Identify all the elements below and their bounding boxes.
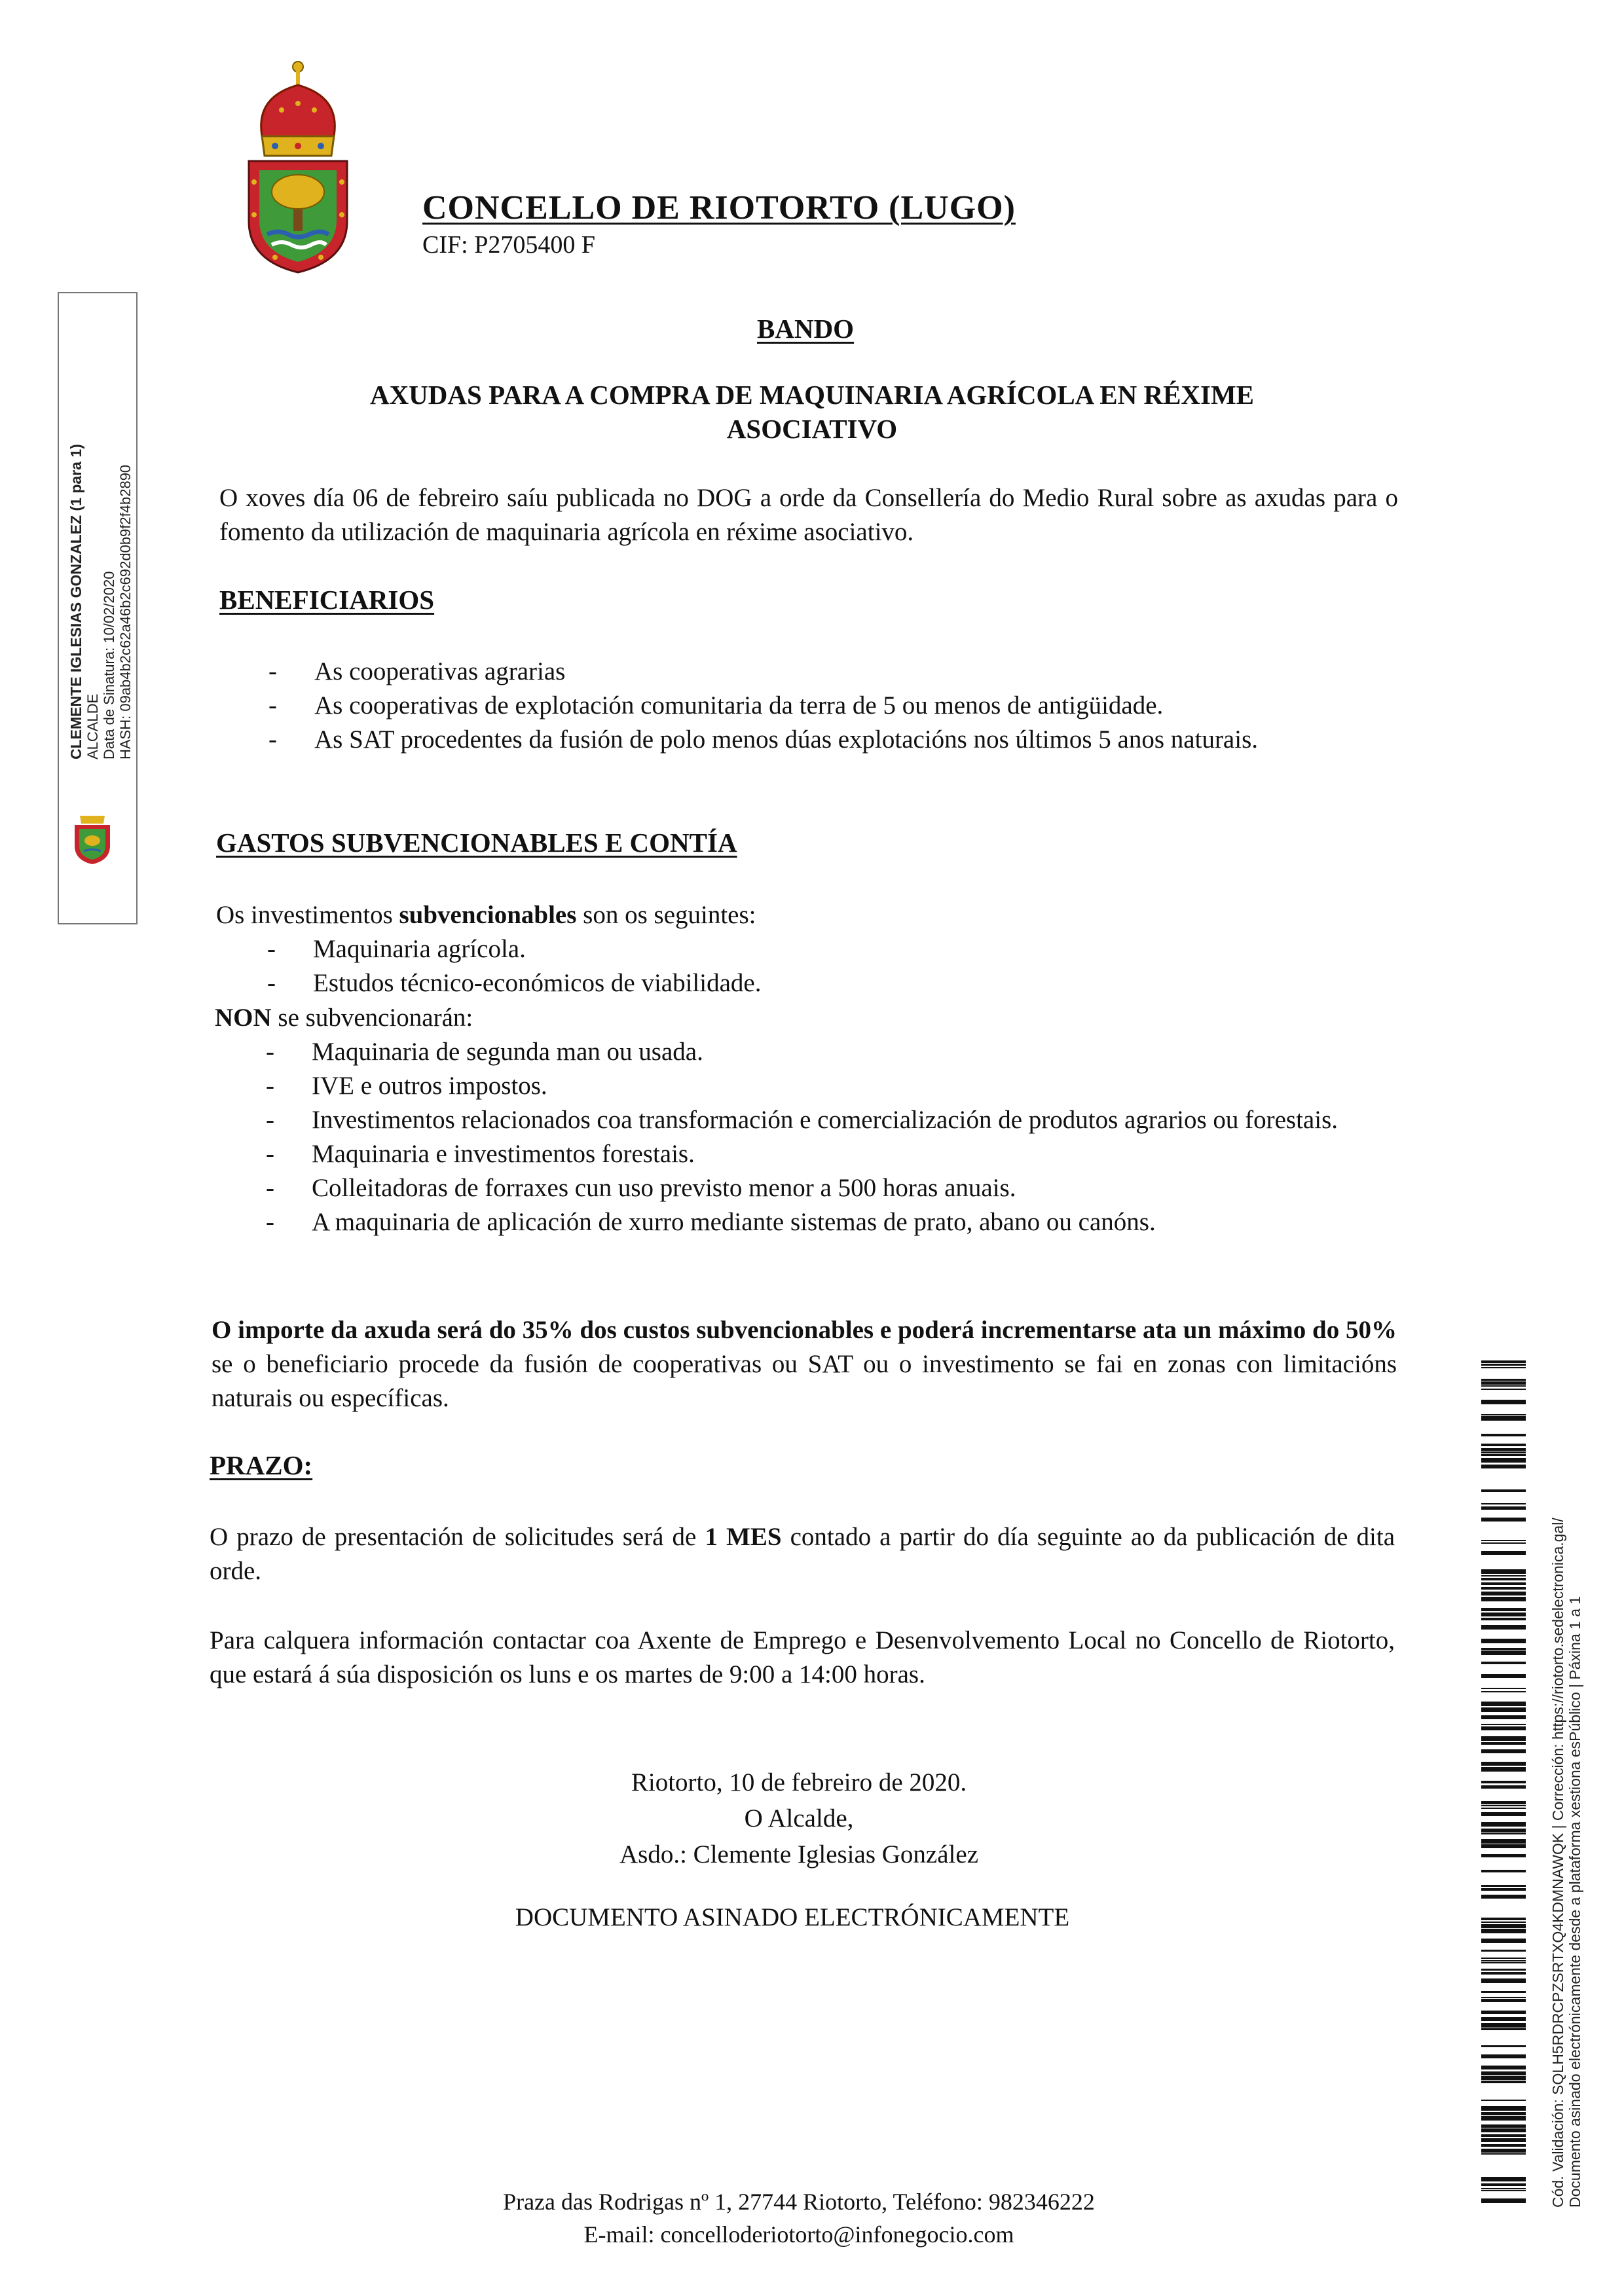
barcode-bar [1481,1414,1526,1415]
subtitle-line-2: ASOCIATIVO [726,414,898,444]
barcode-bar [1481,1870,1526,1872]
list-item: - As cooperativas agrarias [268,657,566,685]
barcode-bar [1481,1448,1526,1451]
barcode-bar [1481,1444,1526,1446]
barcode-bar [1481,1805,1526,1806]
barcode-bar [1481,2183,1526,2186]
barcode-bar [1481,1749,1526,1753]
list-item: - Colleitadoras de forraxes cun uso previsto menor a 500 horas anuais. [266,1174,1016,1202]
subtitle-line-1: AXUDAS PARA A COMPRA DE MAQUINARIA AGRÍCOLA EN RÉXIME [369,380,1255,410]
barcode-bar [1481,1518,1526,1522]
barcode-bar [1481,1829,1526,1832]
barcode-bar [1481,1465,1526,1468]
barcode-bar [1481,1715,1526,1719]
barcode-bar [1481,1781,1526,1783]
signer-role: ALCALDE [84,693,101,759]
barcode-bar [1481,1625,1526,1630]
coat-of-arms-logo [236,58,360,274]
barcode-bar [1481,2188,1526,2189]
barcode-bar [1481,1587,1526,1590]
aid-amount-paragraph: O importe da axuda será do 35% dos custos subvencionables e poderá incrementarse ata un máximo do 50% se o beneficiario procede da fusión de cooperativas ou SAT ou o investimento se fai en zonas con limitacións naturais ou específicas. [212,1316,1397,1412]
barcode-bar [1481,1458,1526,1463]
barcode-bar [1481,1360,1526,1363]
barcode-bar [1481,2100,1526,2101]
validation-platform-line: Documento asinado electrónicamente desde a plataforma xestiona esPúblico | Páxina 1 a 1 [1566,1595,1583,2208]
barcode-bar [1481,1506,1526,1510]
barcode-bar [1481,2112,1526,2115]
signature-block [432,1764,1166,1872]
footer-address: Praza das Rodrigas nº 1, 27744 Riotorto, Teléfono: 982346222 [503,2189,1095,2215]
barcode-bar [1481,1978,1526,1983]
barcode-bar [1481,2081,1526,2083]
list-item: - As SAT procedentes da fusión de polo menos dúas explotacións nos últimos 5 anos naturais. [268,725,1259,754]
barcode-bar [1481,1691,1526,1692]
barcode-bar [1481,1962,1526,1963]
barcode-bar [1481,1434,1526,1436]
barcode-bar [1481,2023,1526,2028]
list-item: - IVE e outros impostos. [266,1072,547,1100]
barcode-bar [1481,1688,1526,1689]
barcode-bar [1481,1582,1526,1585]
signature-hash: HASH: 09ab4b2c62a46b2c692d0b9f2f4b2890 [117,464,134,759]
barcode-bar [1481,1597,1526,1601]
barcode-bar [1481,1379,1526,1381]
barcode-bar [1481,1999,1526,2002]
barcode-bar [1481,1385,1526,1387]
barcode-bar [1481,1726,1526,1730]
expenses-heading: GASTOS SUBVENCIONABLES E CONTÍA [216,828,737,858]
beneficiaries-heading: BENEFICIARIOS [219,585,435,615]
barcode-bar [1481,1922,1526,1923]
document-type-heading: BANDO [757,314,855,344]
barcode-bar [1481,1662,1526,1664]
barcode-bar [1481,2128,1526,2132]
barcode-bar [1481,2076,1526,2080]
barcode-bar [1481,1578,1526,1580]
barcode-bar [1481,1885,1526,1887]
barcode-bar [1481,1960,1526,1961]
signature-date: Data de Sinatura: 10/02/2020 [101,571,117,759]
barcode-bar [1481,1762,1526,1766]
barcode-bar [1481,1724,1526,1725]
signer-name: CLEMENTE IGLESIAS GONZALEZ (1 para 1) [67,444,84,759]
barcode-bar [1481,1736,1526,1741]
barcode-bar [1481,1400,1526,1404]
barcode-bar [1481,1991,1526,1993]
list-item: - Maquinaria e investimentos forestais. [266,1140,695,1168]
organization-title: CONCELLO DE RIOTORTO (LUGO) [422,189,1016,227]
document-subtitle [288,378,1336,446]
signer-title: O Alcalde, [744,1804,854,1832]
list-item: - Maquinaria de segunda man ou usada. [266,1038,703,1066]
signature-strip-text [68,444,134,759]
non-eligible-intro: NON se subvencionarán: [215,1004,473,1032]
non-eligible-list [266,1035,1399,1239]
barcode-bar [1481,1918,1526,1920]
eligible-investments-list [267,932,1400,1000]
barcode-bar [1481,1364,1526,1366]
barcode-bar [1481,1489,1526,1492]
validation-text [1549,1518,1583,2208]
barcode-bar [1481,1839,1526,1844]
barcode-bar [1481,1639,1526,1643]
barcode-bar [1481,1608,1526,1611]
barcode-bar [1481,1503,1526,1504]
contact-info-paragraph: Para calquera información contactar coa Axente de Emprego e Desenvolvemento Local no Concello de Riotorto, que estará á súa disposición os luns e os martes de 9:00 a 14:00 horas. [210,1626,1395,1688]
list-item: - A maquinaria de aplicación de xurro mediante sistemas de prato, abano ou canóns. [266,1208,1156,1236]
barcode-bar [1481,2071,1526,2075]
barcode-bar [1481,2054,1526,2058]
barcode-bar [1481,1997,1526,1998]
barcode-bar [1481,1551,1526,1555]
barcode-bar [1481,1895,1526,1899]
barcode-bar [1481,1702,1526,1706]
deadline-paragraph: O prazo de presentación de solicitudes será de 1 MES contado a partir do día seguinte ao da publicación de dita orde. [210,1523,1395,1585]
barcode-bar [1481,1707,1526,1712]
barcode-bar [1481,1939,1526,1943]
barcode-bar [1481,1924,1526,1928]
place-date: Riotorto, 10 de febreiro de 2020. [631,1768,967,1796]
barcode-bar [1481,1888,1526,1891]
barcode-bar [1481,2138,1526,2142]
barcode-bar [1481,1832,1526,1834]
barcode-bar [1481,1950,1526,1952]
barcode-bar [1481,2011,1526,2014]
barcode-bar [1481,2045,1526,2047]
barcode-bar [1481,2134,1526,2137]
organization-cif: CIF: P2705400 F [422,231,595,259]
barcode-bar [1481,1969,1526,1971]
barcode-bar [1481,2144,1526,2147]
barcode-bar [1481,2153,1526,2155]
list-item: - Investimentos relacionados coa transformación e comercialización de produtos agrarios ou forestais. [266,1106,1338,1134]
barcode-bar [1481,2177,1526,2181]
barcode-bar [1481,1801,1526,1804]
barcode-bar [1481,1389,1526,1390]
barcode-bar [1481,1972,1526,1975]
barcode-bar [1481,1812,1526,1816]
barcode-bar [1481,1451,1526,1453]
barcode-bar [1481,1613,1526,1616]
validation-barcode [1481,1360,1526,2204]
barcode-bar [1481,2017,1526,2021]
electronic-signature-note: DOCUMENTO ASINADO ELECTRÓNICAMENTE [515,1903,1070,1931]
barcode-bar [1481,1416,1526,1421]
barcode-bar [1481,1381,1526,1385]
barcode-bar [1481,1674,1526,1678]
barcode-bar [1481,1454,1526,1456]
barcode-bar [1481,2028,1526,2030]
barcode-bar [1481,2198,1526,2203]
barcode-bar [1481,1929,1526,1933]
barcode-bar [1481,1844,1526,1848]
barcode-bar [1481,1958,1526,1959]
barcode-bar [1481,1367,1526,1368]
beneficiaries-list [268,655,1398,757]
barcode-bar [1481,2190,1526,2191]
barcode-bar [1481,1650,1526,1655]
deadline-heading: PRAZO: [210,1450,313,1480]
barcode-bar [1481,1767,1526,1772]
list-item: - Maquinaria agrícola. [267,935,526,963]
intro-paragraph: O xoves día 06 de febreiro saíu publicada no DOG a orde da Consellería do Medio Rural sobre as axudas para o fomento da utilización de maquinaria agrícola en réxime asociativo. [219,484,1398,546]
barcode-bar [1481,1592,1526,1595]
list-item: - As cooperativas de explotación comunitaria da terra de 5 ou menos de antigüidade. [268,691,1164,720]
barcode-bar [1481,1575,1526,1576]
barcode-bar [1481,2066,1526,2069]
investments-intro: Os investimentos subvencionables son os seguintes: [216,901,756,929]
barcode-bar [1481,1808,1526,1809]
page-footer [367,2185,1231,2251]
barcode-bar [1481,2106,1526,2111]
footer-email: E-mail: concelloderiotorto@infonegocio.com [583,2221,1014,2248]
barcode-bar [1481,1742,1526,1745]
barcode-bar [1481,2116,1526,2121]
barcode-bar [1481,1822,1526,1827]
barcode-bar [1481,1785,1526,1789]
signature-seal-logo [71,812,114,866]
barcode-bar [1481,2149,1526,2153]
barcode-bar [1481,1618,1526,1620]
barcode-bar [1481,1540,1526,1541]
signed-by: Asdo.: Clemente Iglesias González [619,1840,978,1868]
validation-code-line: Cód. Validación: SQLH5RDRCPZSRTXQ4KDMNAWQK | Corrección: https://riotorto.sedelectronica.gal/ [1549,1518,1566,2208]
barcode-bar [1481,1542,1526,1544]
barcode-bar [1481,2124,1526,2128]
barcode-bar [1481,1854,1526,1857]
barcode-bar [1481,1569,1526,1574]
barcode-bar [1481,1648,1526,1650]
list-item: - Estudos técnico-económicos de viabilidade. [267,969,762,997]
